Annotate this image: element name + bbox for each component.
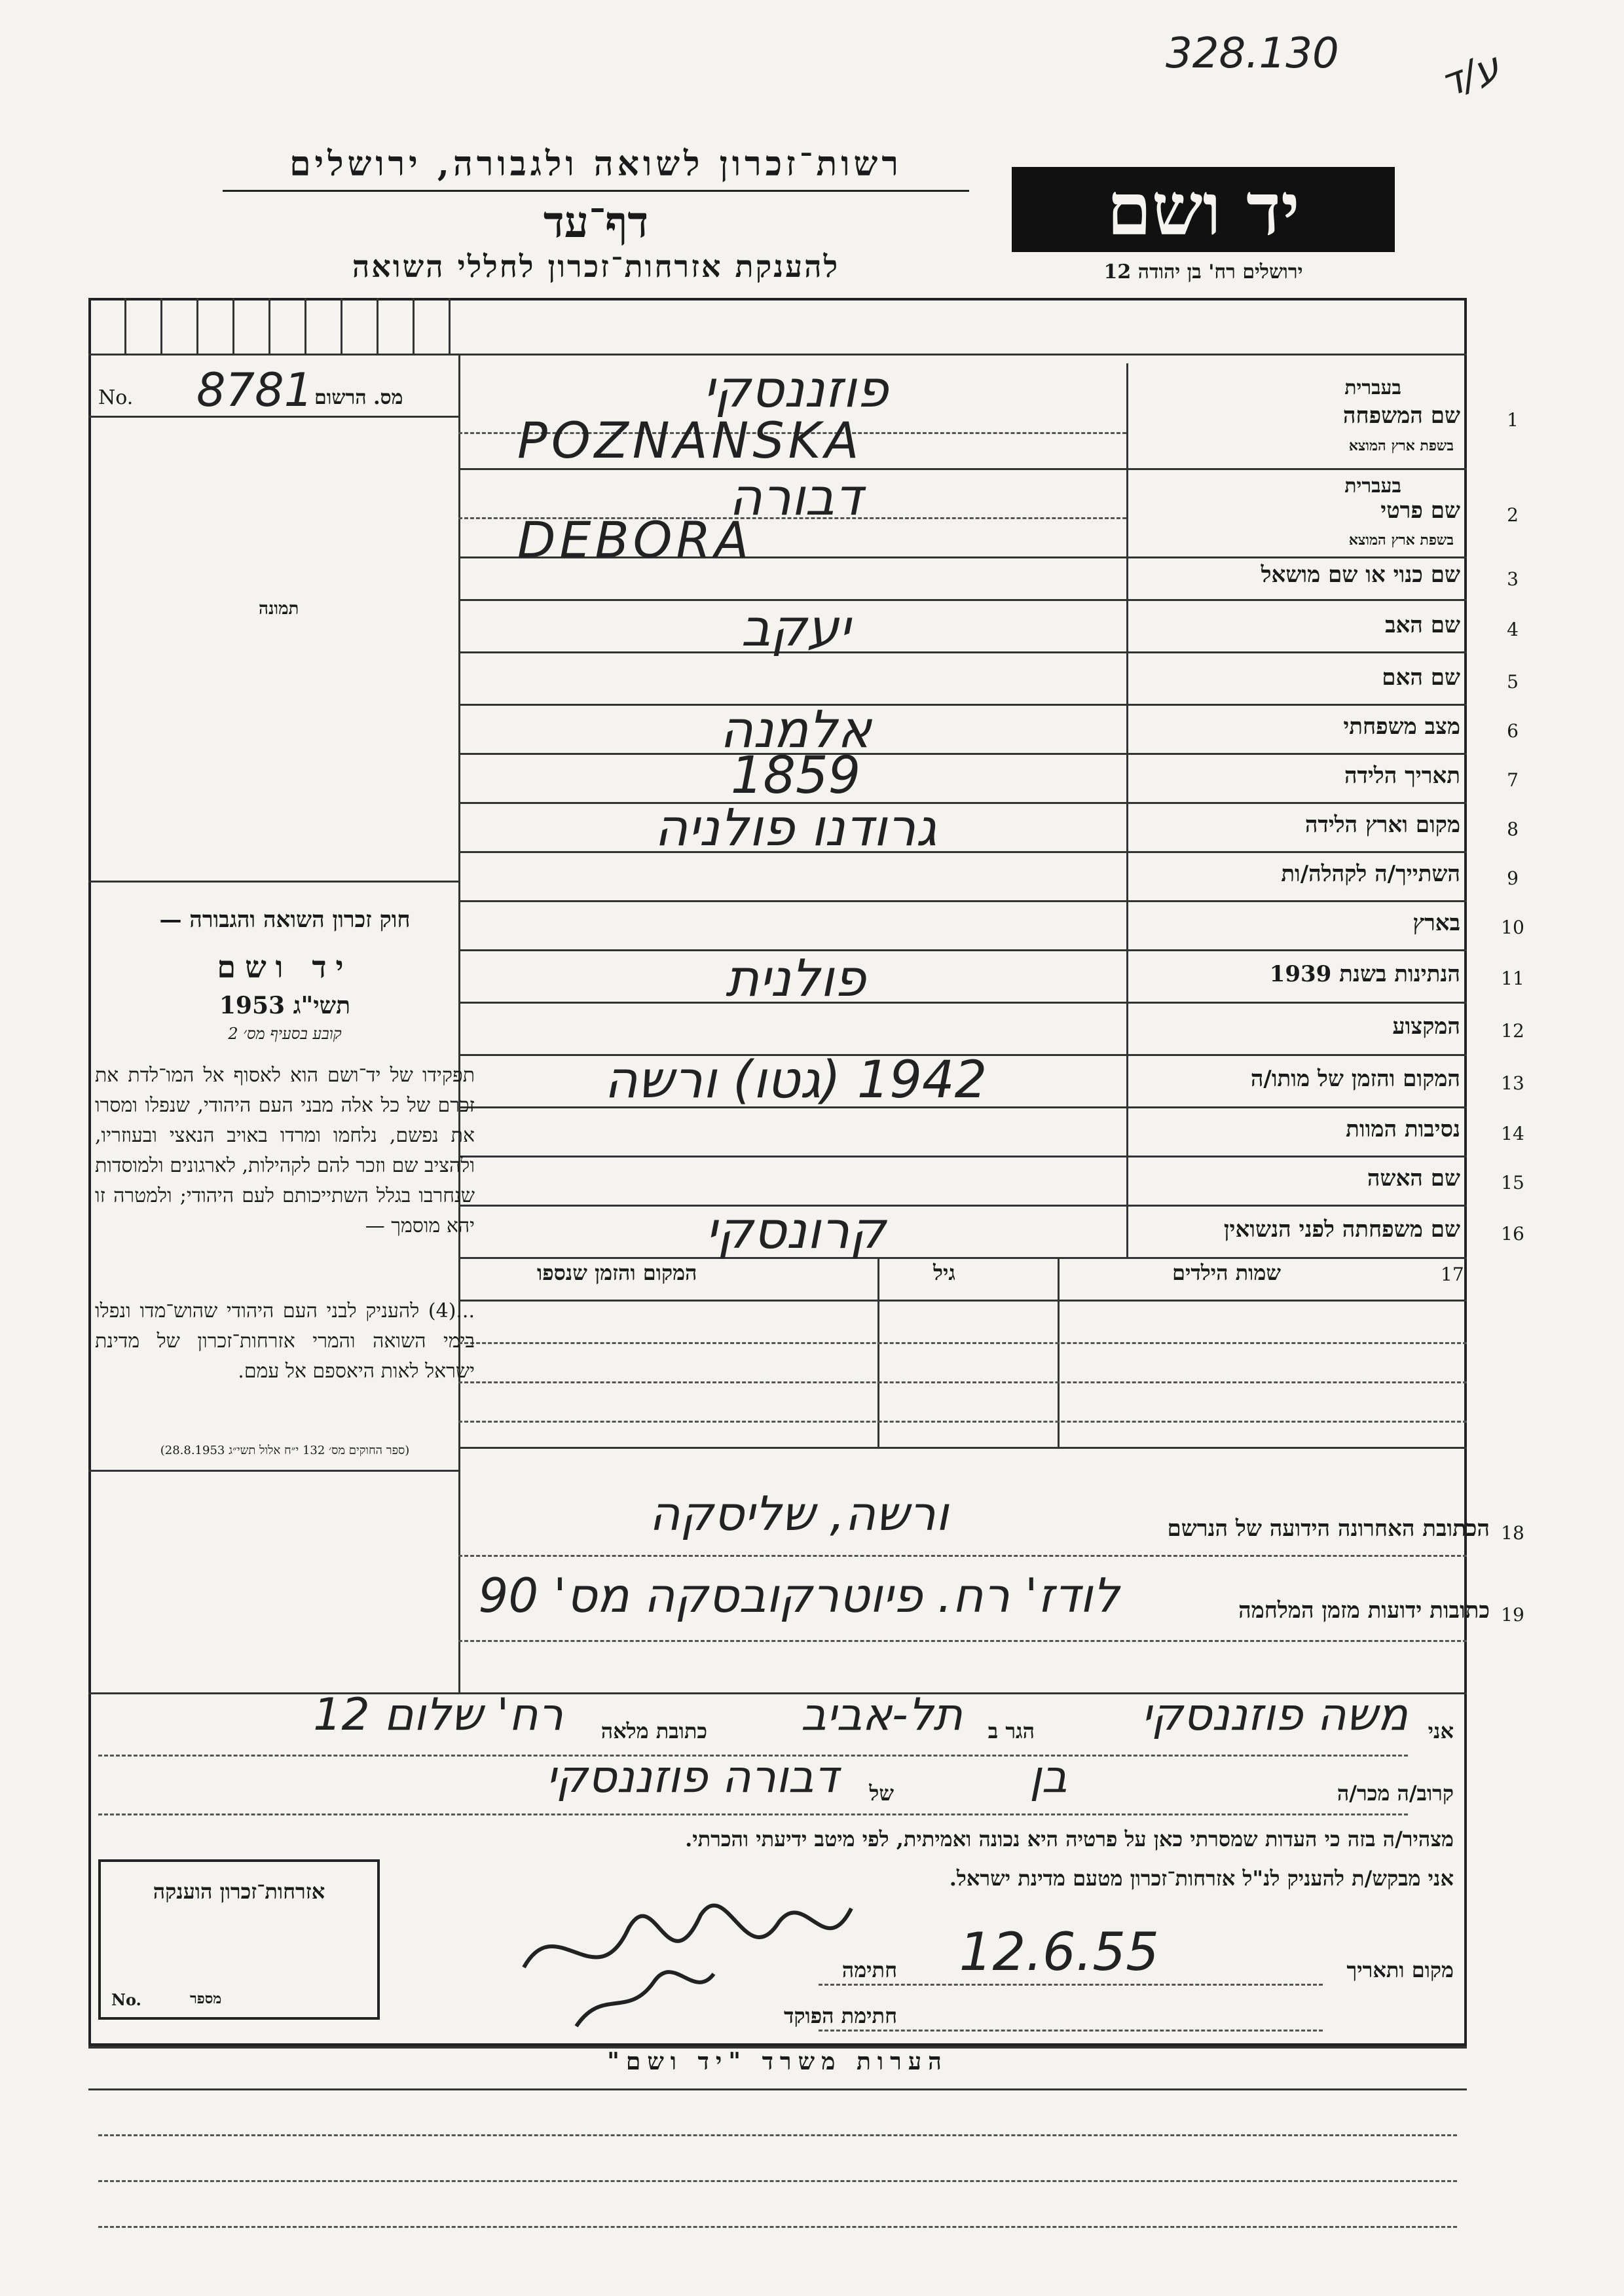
archive-number: 328.130 <box>1166 29 1339 78</box>
photo-placeholder: תמונה <box>259 599 299 619</box>
last-address-value[interactable]: ורשה, שליסקה <box>649 1486 949 1541</box>
declarant-guide <box>98 1813 1408 1815</box>
law-reference: (ספר החוקים מס׳ 132 י״ח אלול תשי״ג 28.8.1953) <box>160 1444 410 1457</box>
children-row-guide <box>458 1421 1467 1423</box>
law-box-bottom <box>88 1470 458 1472</box>
institution-address: ירושלים רח' בן יהודה 12 <box>1103 261 1303 283</box>
wartime-address-label: כתובות ידועות מזמן המלחמה <box>1238 1597 1490 1624</box>
photo-box-bottom <box>88 881 458 883</box>
hebrew-tag: בעברית <box>1344 475 1401 498</box>
full-address-label: כתובת מלאה <box>600 1719 707 1743</box>
field-label-birthdate: תאריך הלידה <box>1344 763 1460 789</box>
field-number: 6 <box>1507 720 1519 742</box>
official-signature-label: חתימת הפוקד <box>784 2003 897 2028</box>
field-label-first-name: שם פרטי <box>1380 498 1460 524</box>
field-label-nickname: שם כנוי או שם מושאל <box>1261 562 1460 588</box>
declarant-city[interactable]: תל-אביב <box>800 1689 963 1741</box>
field-number: 15 <box>1501 1172 1524 1194</box>
nationality-value[interactable]: פולנית <box>725 949 866 1008</box>
cell-divider <box>124 298 126 354</box>
children-col-divider <box>877 1257 879 1447</box>
award-number-label: מספר <box>190 1990 222 2007</box>
form-title: דף־עד <box>543 196 649 247</box>
field-number: 8 <box>1507 818 1519 840</box>
field-label-community: השתייך/ה לקהלה/ות <box>1281 861 1460 887</box>
children-age-header: גיל <box>933 1260 955 1285</box>
notes-divider <box>88 2088 1467 2090</box>
children-header-divider <box>458 1300 1467 1302</box>
field-number: 10 <box>1501 917 1524 938</box>
row-guide <box>458 1640 1467 1642</box>
signature-label: חתימה <box>841 1958 897 1982</box>
cell-divider <box>449 298 451 354</box>
field-label-death-place-time: המקום והזמן של מותו/ה <box>1250 1066 1460 1092</box>
field-number: 16 <box>1501 1223 1524 1245</box>
field-label-surname: שם המשפחה <box>1342 403 1460 429</box>
law-title: חוק זכרון השואה והגבורה — <box>159 907 411 933</box>
field-number: 3 <box>1507 568 1519 590</box>
cell-divider <box>268 298 270 354</box>
no-label: No. <box>98 386 134 409</box>
field-number: 14 <box>1501 1123 1524 1144</box>
field-label-birthplace: מקום וארץ הלידה <box>1304 812 1460 838</box>
header-divider <box>223 190 969 192</box>
of-name-value[interactable]: דבורה פוזננסקי <box>546 1751 838 1803</box>
field-number: 19 <box>1501 1604 1524 1626</box>
field-number: 18 <box>1501 1522 1524 1544</box>
field-number: 7 <box>1507 769 1519 791</box>
corner-note: ע/ד <box>1434 43 1506 107</box>
registration-number: 8781 <box>196 363 314 417</box>
marital-status-value[interactable]: אלמנה <box>720 701 872 759</box>
field-number: 13 <box>1501 1072 1524 1094</box>
declaration-date[interactable]: 12.6.55 <box>959 1922 1159 1982</box>
field-label-maiden-name: שם משפחתה לפני הנשואין <box>1223 1216 1460 1243</box>
field-number: 12 <box>1501 1020 1524 1042</box>
label-column-divider <box>1126 363 1128 1257</box>
notes-title: הערות משרד "יד ושם" <box>607 2048 948 2075</box>
registration-label: מס. הרשום <box>314 386 403 409</box>
field-label-country: בארץ <box>1412 910 1460 936</box>
yad-vashem-logo: יד ושם <box>1012 167 1395 252</box>
birthdate-value[interactable]: 1859 <box>730 746 861 805</box>
birthplace-value[interactable]: גרודנו פולניה <box>654 799 937 858</box>
field-number: 1 <box>1507 409 1519 431</box>
award-title: אזרחות־זכרון הוענקה <box>153 1879 325 1904</box>
notes-line <box>98 2226 1457 2228</box>
declaration-text: מצהיר/ה בזה כי העדות שמסרתי כאן על פרטיה היא נכונה ואמיתית, לפי מיטב ידיעתי והכרתי. <box>685 1827 1454 1851</box>
field-label-mother: שם האם <box>1382 665 1460 691</box>
law-yad-vashem: יד ושם <box>217 949 353 985</box>
field-label-profession: המקצוע <box>1392 1013 1460 1040</box>
death-place-time-value[interactable]: 1942 (גטו) ורשה <box>604 1051 987 1110</box>
cell-divider <box>232 298 234 354</box>
cell-divider <box>304 298 306 354</box>
cell-divider <box>341 298 342 354</box>
field-number: 5 <box>1507 671 1519 693</box>
field-number: 2 <box>1507 504 1519 526</box>
hebrew-tag: בעברית <box>1344 376 1401 399</box>
award-no-label: No. <box>111 1990 141 2009</box>
surname-latin-value[interactable]: POZNANSKA <box>517 411 863 469</box>
children-col-divider <box>1058 1257 1060 1447</box>
cell-divider <box>377 298 378 354</box>
resides-label: הגר ב <box>987 1719 1035 1743</box>
field-label-father: שם האב <box>1385 612 1460 638</box>
row-guide <box>458 1555 1467 1557</box>
declarant-full-address[interactable]: רח' שלום 12 <box>313 1689 563 1741</box>
children-row-guide <box>458 1381 1467 1383</box>
organization-name: רשות־זכרון לשואה ולגבורה, ירושלים <box>289 144 902 184</box>
field-label-wife: שם האשה <box>1367 1165 1460 1192</box>
cell-divider <box>413 298 415 354</box>
signature-line <box>819 1984 1323 1986</box>
notes-line <box>98 2134 1457 2136</box>
children-place-header: המקום והזמן שנספו <box>537 1260 697 1285</box>
field-number: 11 <box>1501 968 1524 989</box>
relation-value[interactable]: בן <box>1029 1751 1067 1803</box>
law-year: תשי"ג 1953 <box>219 992 351 1019</box>
wartime-address-value[interactable]: לודז' רח. פיוטרקובסקה מס' 90 <box>478 1568 1120 1623</box>
row-divider <box>458 900 1467 902</box>
field-number: 4 <box>1507 619 1519 640</box>
law-text: תפקידו של יד־ושם הוא לאסוף אל המו־לדת את זכרם של כל אלה מבני העם היהודי, שנפלו ומסרו את נפשם, נלחמו ומרדו באויב הנאצי ובעוזריו, ולהציב שם וזכר להם לקהילות, לארגונים ולמוסדות שנחרבו בגלל השתייכותם לעם היהודי; ולמטרה זו יהא מוסמך — <box>95 1064 475 1237</box>
children-names-header: שמות הילדים <box>1172 1260 1281 1285</box>
father-name-value[interactable]: יעקב <box>741 599 851 658</box>
place-date-label: מקום ותאריך <box>1346 1958 1454 1982</box>
law-clause: קובע בסעיף מס׳ 2 <box>228 1025 342 1043</box>
left-panel-divider <box>458 354 460 1692</box>
row-divider <box>458 1156 1467 1157</box>
surname-hebrew-value[interactable]: פוזננסקי <box>703 360 889 419</box>
field-label-death-circumstances: נסיבות המוות <box>1346 1116 1460 1142</box>
children-row-guide <box>458 1342 1467 1344</box>
notes-line <box>98 2180 1457 2182</box>
first-name-hebrew-value[interactable]: דבורה <box>729 468 862 527</box>
relative-label: קרוב/ה מכר/ה <box>1337 1781 1454 1806</box>
field-label-marital: מצב משפחתי <box>1343 714 1460 740</box>
cell-divider <box>196 298 198 354</box>
declarant-i-label: אני <box>1428 1719 1454 1743</box>
field-number: 17 <box>1441 1264 1464 1285</box>
origin-tag: בשפת ארץ המוצא <box>1348 532 1454 549</box>
of-label: של <box>869 1781 894 1806</box>
request-text: אני מבקש/ת להעניק לנ"ל אזרחות־זכרון מטעם מדינת ישראל. <box>949 1866 1454 1891</box>
official-signature-line <box>819 2030 1323 2032</box>
maiden-name-value[interactable]: קרונסקי <box>705 1201 886 1260</box>
form-subtitle: להענקת אזרחות־זכרון לחללי השואה <box>352 249 840 284</box>
field-number: 9 <box>1507 867 1519 889</box>
cell-divider <box>160 298 162 354</box>
law-text-continued: ...(4) להעניק לבני העם היהודי שהוש־מדו ונפלו בימי השואה והמרי אזרחות־זכרון של מדינת ישראל לאות היאספם אל עמם. <box>95 1300 475 1383</box>
origin-tag: בשפת ארץ המוצא <box>1348 437 1454 454</box>
children-bottom <box>458 1447 1467 1449</box>
first-name-latin-value[interactable]: DEBORA <box>517 511 753 569</box>
last-address-label: הכתובת האחרונה הידועה של הנרשם <box>1167 1516 1490 1542</box>
field-label-nationality: הנתינות בשנת 1939 <box>1269 961 1460 987</box>
top-row-divider <box>88 354 1467 355</box>
declarant-name[interactable]: משה פוזננסקי <box>1141 1689 1408 1741</box>
